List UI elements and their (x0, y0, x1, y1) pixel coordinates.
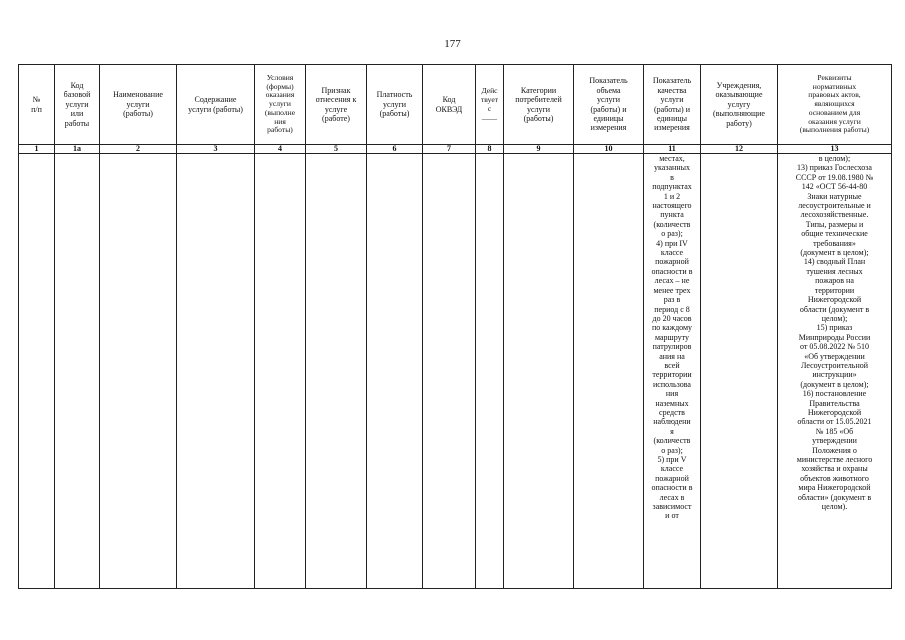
header-cell: Наименование услуги (работы) (100, 65, 177, 145)
header-cell: Признак отнесения к услуге (работе) (306, 65, 367, 145)
column-number: 2 (100, 145, 177, 154)
table-cell (306, 154, 367, 589)
table-cell (255, 154, 306, 589)
column-number: 1 (19, 145, 55, 154)
column-number: 7 (423, 145, 476, 154)
header-cell: Дейс твует с ____ (476, 65, 504, 145)
column-number-row (19, 145, 892, 154)
header-cell: Код базовой услуги или работы (55, 65, 100, 145)
column-number: 11 (644, 145, 701, 154)
header-cell: Учреждения, оказывающие услугу (выполняющие работу) (701, 65, 778, 145)
table-cell (19, 154, 55, 589)
quality-indicator-cell: местах, указанных в подпунктах 1 и 2 настоящего пункта (количеств о раз); 4) при IV классе пожарной опасности в лесах – не менее трех раз в период с 8 до 20 часов по каждому маршруту патрулиров ания на всей территории использова ния наземных средств наблюдени я (количеств о раз); 5) при V классе пожарной опасности в лесах в зависимост и от (644, 154, 701, 589)
header-row (19, 65, 892, 145)
column-number: 12 (701, 145, 778, 154)
header-cell: Категории потребителей услуги (работы) (504, 65, 574, 145)
header-cell: № п/п (19, 65, 55, 145)
legal-acts-cell: в целом); 13) приказ Гослесхоза СССР от 19.08.1980 № 142 «ОСТ 56-44-80 Знаки натурные лесоустроительные и лесохозяйственные. Типы, размеры и общие технические требования» (документ в целом); 14) сводный План тушения лесных пожаров на территории Нижегородской области (документ в целом); 15) приказ Минприроды России от 05.08.2022 № 510 «Об утверждении Лесоустроительной инструкции» (документ в целом); 16) постановление Правительства Нижегородской области от 15.05.2021 № 185 «Об утверждении Положения о министерстве лесного хозяйства и охраны объектов животного мира Нижегородской области» (документ в целом). (778, 154, 892, 589)
table-cell (574, 154, 644, 589)
header-cell: Платность услуги (работы) (367, 65, 423, 145)
services-table (18, 64, 892, 589)
header-cell: Реквизиты нормативных правовых актов, являющихся основанием для оказания услуги (выполнения работы) (778, 65, 892, 145)
table-cell (476, 154, 504, 589)
column-number: 3 (177, 145, 255, 154)
header-cell: Код ОКВЭД (423, 65, 476, 145)
column-number: 4 (255, 145, 306, 154)
table-cell (100, 154, 177, 589)
table-cell (177, 154, 255, 589)
header-cell: Показатель объема услуги (работы) и единицы измерения (574, 65, 644, 145)
column-number: 13 (778, 145, 892, 154)
column-number: 9 (504, 145, 574, 154)
table-row (19, 154, 892, 589)
table-cell (367, 154, 423, 589)
table-cell (423, 154, 476, 589)
table-cell (504, 154, 574, 589)
column-number: 5 (306, 145, 367, 154)
header-cell: Показатель качества услуги (работы) и единицы измерения (644, 65, 701, 145)
page-number: 177 (444, 38, 461, 50)
header-cell: Содержание услуги (работы) (177, 65, 255, 145)
column-number: 8 (476, 145, 504, 154)
header-cell: Условия (формы) оказания услуги (выполне ния работы) (255, 65, 306, 145)
table-cell (701, 154, 778, 589)
column-number: 6 (367, 145, 423, 154)
table-cell (55, 154, 100, 589)
column-number: 1а (55, 145, 100, 154)
column-number: 10 (574, 145, 644, 154)
